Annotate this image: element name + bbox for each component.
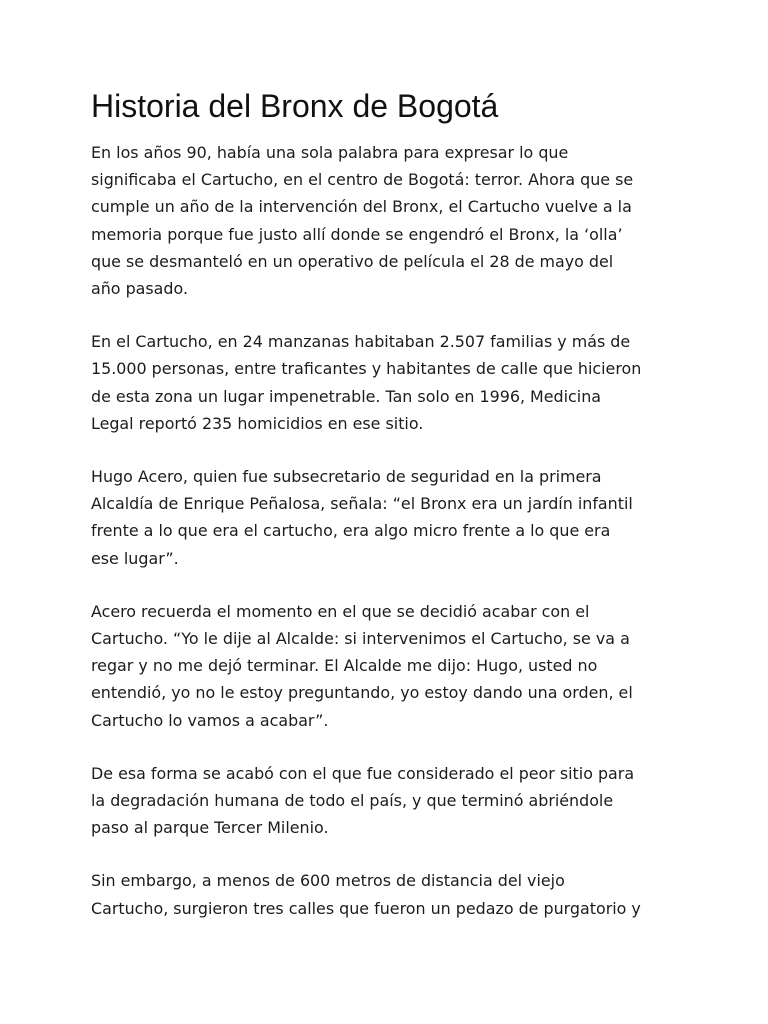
- text-line: En los años 90, había una sola palabra para expresar lo que: [91, 143, 569, 162]
- text-line: de esta zona un lugar impenetrable. Tan solo en 1996, Medicina: [91, 386, 602, 406]
- text-line: significaba el Cartucho, en el centro de Bogotá: terror. Ahora que se: [91, 170, 634, 190]
- text-line: Sin embargo, a menos de 600 metros de distancia del viejo: [91, 871, 565, 891]
- text-line: cumple un año de la intervención del Bronx, el Cartucho vuelve a la: [91, 197, 632, 217]
- paragraph-2: [91, 328, 691, 437]
- text-line: Cartucho, surgieron tres calles que fueron un pedazo de purgatorio y: [91, 898, 641, 918]
- text-line: Acero recuerda el momento en el que se decidió acabar con el: [91, 601, 590, 621]
- document-title: Historia del Bronx de Bogotá: [91, 88, 499, 124]
- text-line: la degradación humana de todo el país, y que terminó abriéndole: [91, 791, 614, 811]
- text-line: que se desmanteló en un operativo de película el 28 de mayo del: [91, 251, 614, 271]
- text-line: frente a lo que era el cartucho, era algo micro frente a lo que era: [91, 521, 611, 541]
- document-body: [91, 139, 691, 948]
- paragraph-4: [91, 598, 691, 734]
- text-line: año pasado.: [91, 279, 189, 299]
- text-line: Cartucho. “Yo le dije al Alcalde: si intervenimos el Cartucho, se va a: [91, 629, 630, 649]
- text-line: En el Cartucho, en 24 manzanas habitaban 2.507 familias y más de: [91, 332, 631, 352]
- paragraph-1: [91, 139, 691, 302]
- text-line: Cartucho lo vamos a acabar”.: [91, 710, 329, 730]
- paragraph-3: [91, 463, 691, 572]
- text-line: De esa forma se acabó con el que fue considerado el peor sitio para: [91, 763, 635, 783]
- text-line: entendió, yo no le estoy preguntando, yo estoy dando una orden, el: [91, 683, 633, 703]
- text-line: Alcaldía de Enrique Peñalosa, señala: “el Bronx era un jardín infantil: [91, 494, 633, 514]
- text-line: ese lugar”.: [91, 548, 179, 568]
- paragraph-6: [91, 867, 691, 921]
- text-line: paso al parque Tercer Milenio.: [91, 818, 329, 838]
- text-line: regar y no me dejó terminar. El Alcalde me dijo: Hugo, usted no: [91, 656, 598, 676]
- text-line: memoria porque fue justo allí donde se engendró el Bronx, la ‘olla’: [91, 224, 623, 244]
- text-line: 15.000 personas, entre traficantes y habitantes de calle que hicieron: [91, 359, 642, 379]
- text-line: Hugo Acero, quien fue subsecretario de seguridad en la primera: [91, 467, 602, 487]
- paragraph-5: [91, 760, 691, 842]
- text-line: Legal reportó 235 homicidios en ese sitio.: [91, 413, 424, 433]
